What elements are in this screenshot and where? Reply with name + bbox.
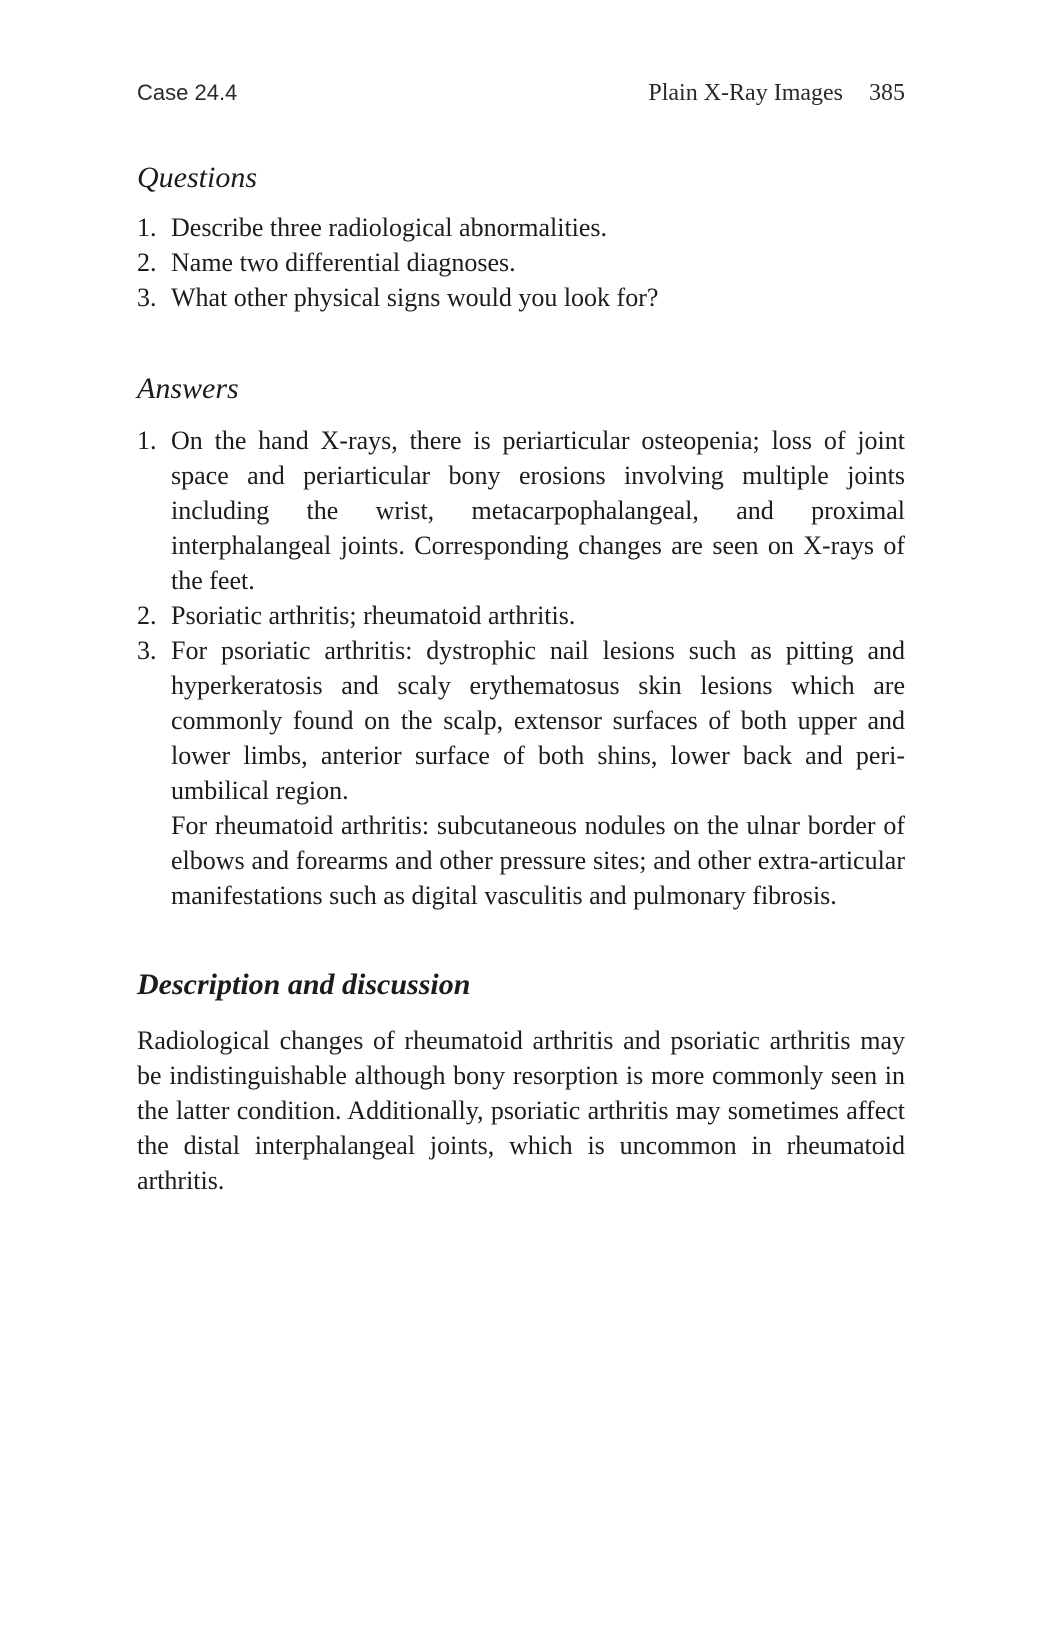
discussion-paragraph: Radiological changes of rheumatoid arthritis and psoriatic arthritis may be indistinguishable although bony resorption is more commonly seen in the latter condition. Additionally, psoriatic arthritis may sometimes affect the distal interphalangeal joints, which is uncommon in rheumatoid arthritis. — [137, 1026, 905, 1195]
discussion-section — [137, 965, 905, 1198]
list-item — [137, 245, 905, 280]
running-head-right — [648, 80, 905, 107]
item-text: Psoriatic arthritis; rheumatoid arthritis. — [171, 601, 576, 630]
case-label: Case 24.4 — [137, 80, 238, 105]
item-text: What other physical signs would you look for? — [171, 283, 659, 312]
list-item — [137, 633, 905, 913]
item-number: 1. — [137, 426, 157, 455]
book-page — [137, 80, 905, 1224]
discussion-heading: Description and discussion — [137, 968, 471, 1001]
questions-heading: Questions — [137, 161, 257, 194]
questions-list — [137, 210, 905, 315]
chapter-title: Plain X-Ray Images — [648, 80, 843, 106]
item-number: 2. — [137, 248, 157, 277]
list-item — [137, 280, 905, 315]
answers-heading: Answers — [137, 372, 239, 405]
answers-section — [137, 369, 905, 913]
list-item — [137, 423, 905, 598]
item-number: 3. — [137, 636, 157, 665]
item-text: On the hand X-rays, there is periarticular osteopenia; loss of joint space and periarticular bony erosions involving multiple joints including the wrist, metacarpophalangeal, and proximal interphalangeal joints. Corresponding changes are seen on X-rays of the feet. — [171, 426, 905, 595]
item-number: 1. — [137, 213, 157, 242]
item-paragraph: For psoriatic arthritis: dystrophic nail lesions such as pitting and hyperkeratosis and scaly erythematosus skin lesions which are commonly found on the scalp, extensor surfaces of both upper and lower limbs, anterior surface of both shins, lower back and peri-umbilical region. — [171, 636, 905, 805]
questions-section — [137, 158, 905, 315]
item-text-block — [171, 633, 905, 913]
item-paragraph: For rheumatoid arthritis: subcutaneous nodules on the ulnar border of elbows and forearms and other pressure sites; and other extra-articular manifestations such as digital vasculitis and pulmonary fibrosis. — [171, 811, 905, 910]
page-number: 385 — [869, 80, 905, 106]
item-number: 2. — [137, 601, 157, 630]
list-item — [137, 210, 905, 245]
answers-list — [137, 423, 905, 913]
list-item — [137, 598, 905, 633]
item-number: 3. — [137, 283, 157, 312]
item-text: Describe three radiological abnormalities. — [171, 213, 608, 242]
running-head — [137, 80, 905, 120]
item-text: Name two differential diagnoses. — [171, 248, 516, 277]
